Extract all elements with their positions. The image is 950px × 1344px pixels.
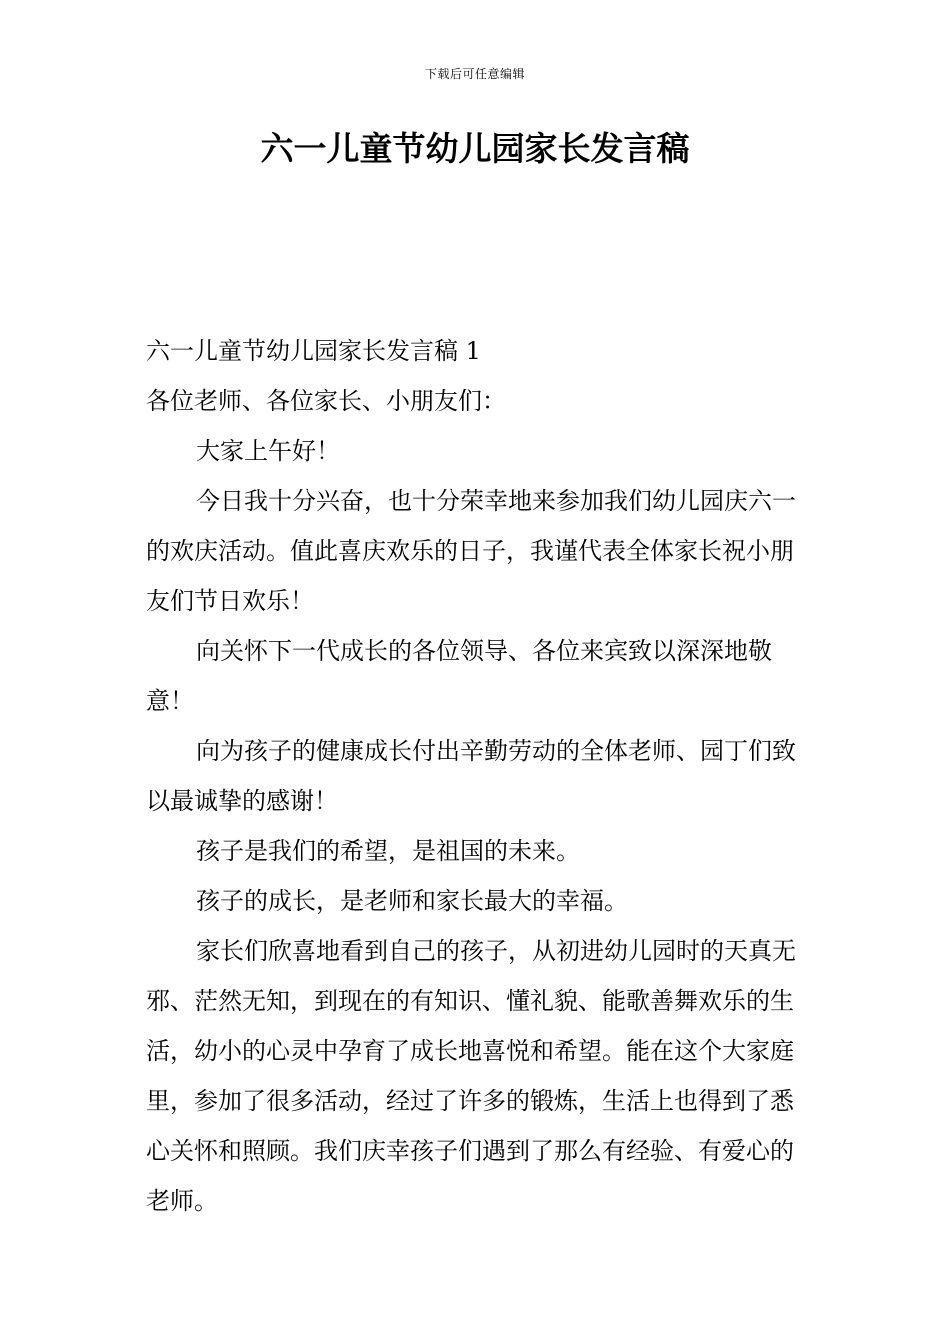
paragraph-children-growth: 孩子的成长，是老师和家长最大的幸福。	[196, 887, 628, 915]
paragraph-greeting: 大家上午好！	[196, 437, 340, 465]
document-title: 六一儿童节幼儿园家长发言稿	[260, 129, 690, 168]
document-body	[146, 326, 810, 1226]
paragraph-opening: 今日我十分兴奋，也十分荣幸地来参加我们幼儿园庆六一的欢庆活动。值此喜庆欢乐的日子，我谨代表全体家长祝小朋友们节日欢乐！	[146, 487, 796, 615]
paragraph-parents-joy: 家长们欣喜地看到自己的孩子，从初进幼儿园时的天真无邪、茫然无知，到现在的有知识、懂礼貌、能歌善舞欢乐的生活，幼小的心灵中孕育了成长地喜悦和希望。能在这个大家庭里，参加了很多活动，经过了许多的锻炼，生活上也得到了悉心关怀和照顾。我们庆幸孩子们遇到了那么有经验、有爱心的老师。	[146, 937, 796, 1215]
section-heading: 六一儿童节幼儿园家长发言稿 1	[146, 337, 481, 365]
paragraph-respect-leaders: 向关怀下一代成长的各位领导、各位来宾致以深深地敬意！	[146, 637, 772, 715]
header-note: 下载后可任意编辑	[424, 67, 525, 81]
salutation: 各位老师、各位家长、小朋友们：	[146, 387, 506, 415]
paragraph-children-hope: 孩子是我们的希望，是祖国的未来。	[196, 837, 580, 865]
paragraph-thanks-teachers: 向为孩子的健康成长付出辛勤劳动的全体老师、园丁们致以最诚挚的感谢！	[146, 737, 796, 815]
